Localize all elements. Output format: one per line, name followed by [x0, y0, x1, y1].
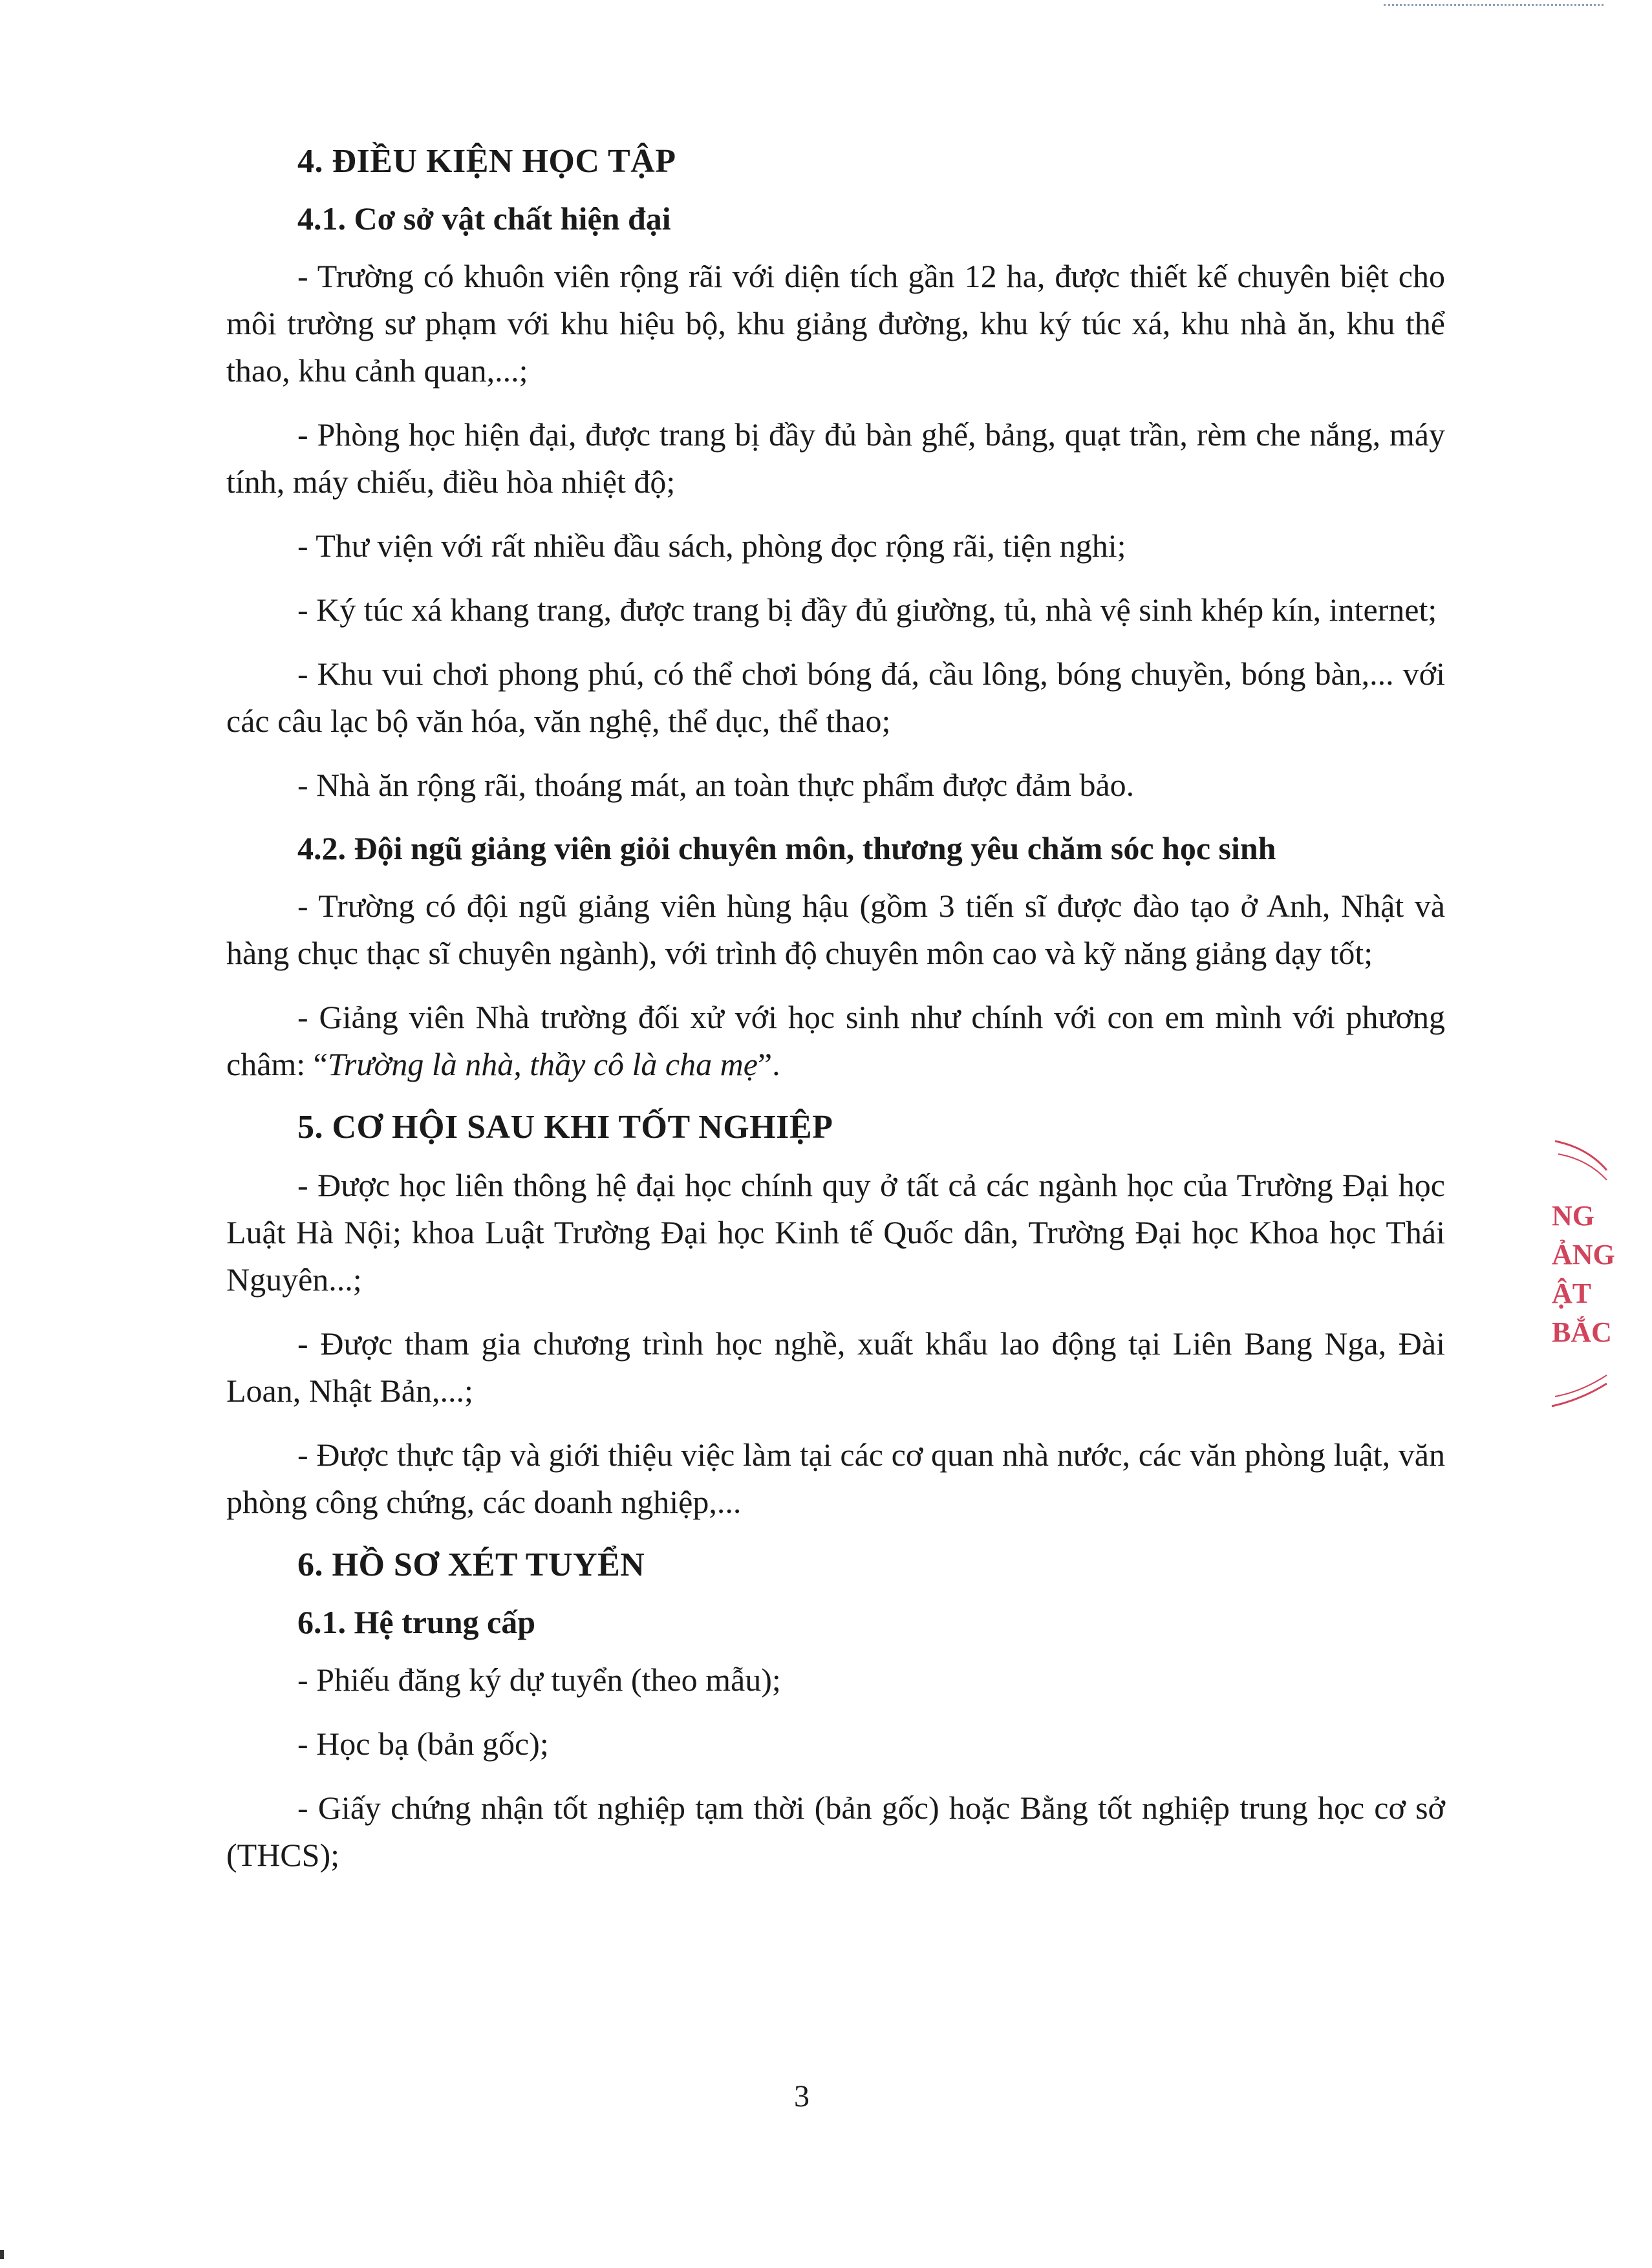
motto-quote: Trường là nhà, thầy cô là cha mẹ: [327, 1046, 758, 1082]
section-6-heading: 6. HỒ SƠ XÉT TUYỂN: [297, 1546, 645, 1583]
section-6-1-heading: 6.1. Hệ trung cấp: [297, 1604, 536, 1640]
section-5-heading: 5. CƠ HỘI SAU KHI TỐT NGHIỆP: [297, 1109, 833, 1146]
scan-edge-mark: [0, 2250, 4, 2259]
paragraph: - Nhà ăn rộng rãi, thoáng mát, an toàn thực phẩm được đảm bảo.: [297, 767, 1135, 803]
paragraph: - Thư viện với rất nhiều đầu sách, phòng đọc rộng rãi, tiện nghi;: [297, 528, 1126, 564]
motto-suffix: ”.: [757, 1046, 780, 1082]
scan-edge-line: [1384, 4, 1604, 8]
paragraph: - Được tham gia chương trình học nghề, xuất khẩu lao động tại Liên Bang Nga, Đài Loan, Nhật Bản,...;: [226, 1325, 1445, 1409]
paragraph: - Trường có đội ngũ giảng viên hùng hậu (gồm 3 tiến sĩ được đào tạo ở Anh, Nhật và hàng chục thạc sĩ chuyên ngành), với trình độ chuyên môn cao và kỹ năng giảng dạy tốt;: [226, 888, 1445, 971]
paragraph: - Khu vui chơi phong phú, có thể chơi bóng đá, cầu lông, bóng chuyền, bóng bàn,... với các câu lạc bộ văn hóa, văn nghệ, thể dục, thể thao;: [226, 656, 1445, 739]
paragraph: - Học bạ (bản gốc);: [297, 1726, 549, 1762]
document-body: [226, 139, 1445, 1896]
section-4-1-heading: 4.1. Cơ sở vật chất hiện đại: [297, 200, 671, 237]
paragraph: - Được thực tập và giới thiệu việc làm tại các cơ quan nhà nước, các văn phòng luật, văn phòng công chứng, các doanh nghiệp,...: [226, 1437, 1445, 1520]
paragraph: - Giấy chứng nhận tốt nghiệp tạm thời (bản gốc) hoặc Bằng tốt nghiệp trung học cơ sở (THCS);: [226, 1790, 1445, 1873]
paragraph-motto: [226, 994, 1445, 1088]
paragraph: - Phiếu đăng ký dự tuyển (theo mẫu);: [297, 1662, 781, 1698]
paragraph: - Phòng học hiện đại, được trang bị đầy đủ bàn ghế, bảng, quạt trần, rèm che nắng, máy tính, máy chiếu, điều hòa nhiệt độ;: [226, 416, 1445, 500]
stamp-text-line: NG: [1552, 1200, 1594, 1232]
stamp-text-line: ẢNG: [1552, 1239, 1615, 1270]
motto-prefix: - Giảng viên Nhà trường đối xử với học sinh như chính với con em mình với phương châm: “: [226, 999, 1445, 1082]
paragraph: - Ký túc xá khang trang, được trang bị đầy đủ giường, tủ, nhà vệ sinh khép kín, internet;: [297, 592, 1437, 628]
page-number: 3: [794, 2079, 810, 2113]
section-4-2-heading: 4.2. Đội ngũ giảng viên giỏi chuyên môn, thương yêu chăm sóc học sinh: [297, 830, 1276, 866]
paragraph: - Được học liên thông hệ đại học chính quy ở tất cả các ngành học của Trường Đại học Luật Hà Nội; khoa Luật Trường Đại học Kinh tế Quốc dân, Trường Đại học Khoa học Thái Nguyên...;: [226, 1167, 1445, 1298]
section-4-heading: 4. ĐIỀU KIỆN HỌC TẬP: [297, 143, 676, 180]
stamp-text-line: ẬT: [1552, 1278, 1592, 1309]
paragraph: - Trường có khuôn viên rộng rãi với diện tích gần 12 ha, được thiết kế chuyên biệt cho môi trường sư phạm với khu hiệu bộ, khu giảng đường, khu ký túc xá, khu nhà ăn, khu thể thao, khu cảnh quan,...;: [226, 258, 1445, 389]
stamp-text-line: BẮC: [1552, 1316, 1612, 1348]
